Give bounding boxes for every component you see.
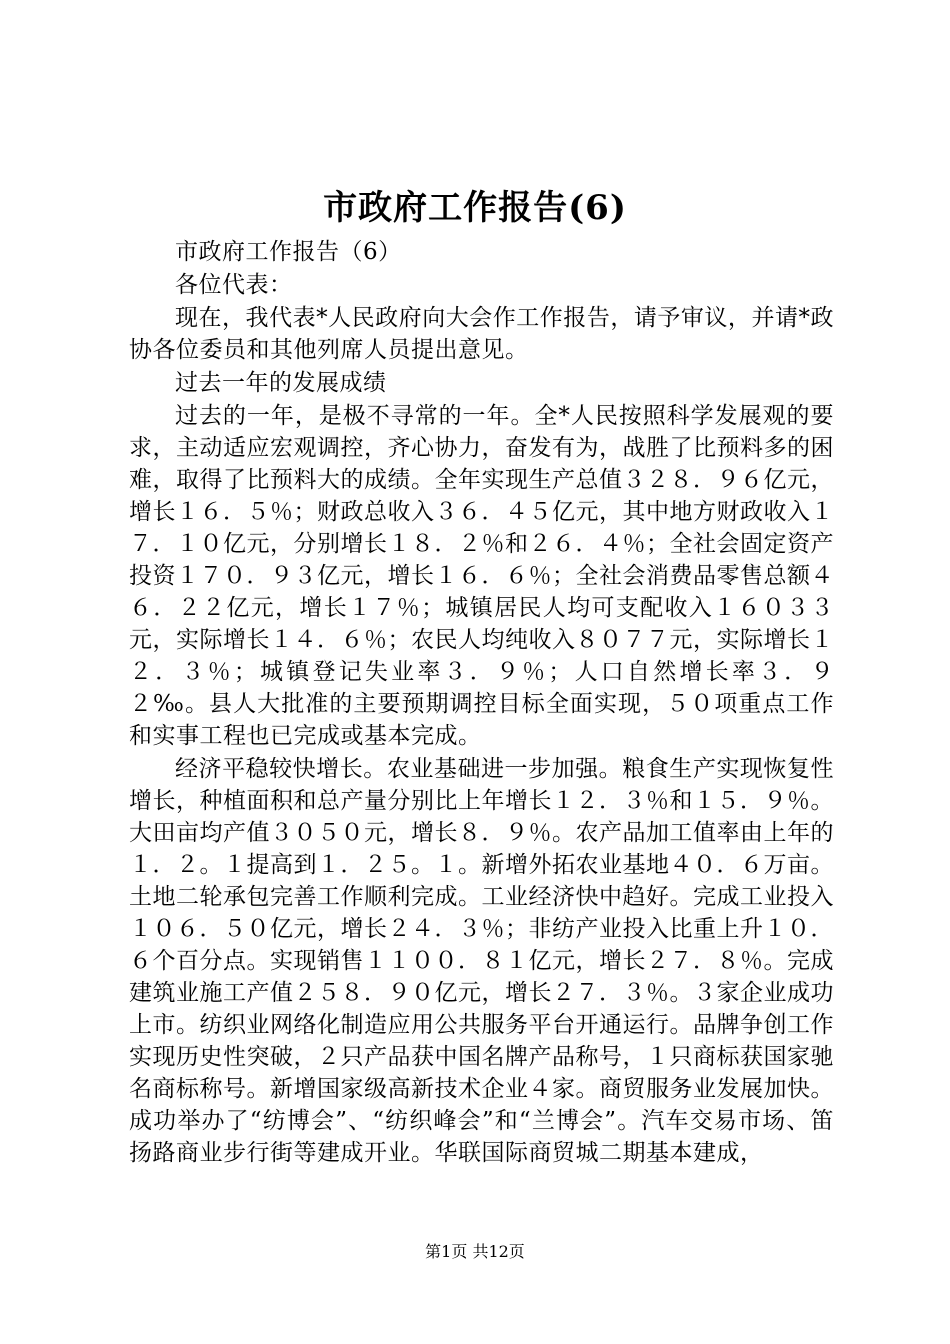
document-body xyxy=(129,236,834,1170)
paragraph-intro: 现在，我代表*人民政府向大会作工作报告，请予审议，并请*政协各位委员和其他列席人员提出意见。 xyxy=(129,305,834,363)
paragraph-achievements: 过去的一年，是极不寻常的一年。全*人民按照科学发展观的要求，主动适应宏观调控，齐心协力，奋发有为，战胜了比预料多的困难，取得了比预料大的成绩。全年实现生产总值３２８．９６亿元，增长１６．５％；财政总收入３６．４５亿元，其中地方财政收入１７．１０亿元，分别增长１８．２％和２６．４％；全社会固定资产投资１７０．９３亿元，增长１６．６％；全社会消费品零售总额４６．２２亿元，增长１７％；城镇居民人均可支配收入１６０３３元，实际增长１４．６％；农民人均纯收入８０７７元，实际增长１２．３％；城镇登记失业率３．９％；人口自然增长率３．９２‰。县人大批准的主要预期调控目标全面实现，５０项重点工作和实事工程也已完成或基本完成。 xyxy=(129,403,834,749)
section-heading: 过去一年的发展成绩 xyxy=(175,370,387,396)
paragraph-economy: 经济平稳较快增长。农业基础进一步加强。粮食生产实现恢复性增长，种植面积和总产量分别比上年增长１２．３％和１５．９％。大田亩均产值３０５０元，增长８．９％。农产品加工值率由上年的１．２。１提高到１．２５。１。新增外拓农业基地４０．６万亩。土地二轮承包完善工作顺利完成。工业经济快中趋好。完成工业投入１０６．５０亿元，增长２４．３％；非纺产业投入比重上升１０．６个百分点。实现销售１１００．８１亿元，增长２７．８％。完成建筑业施工产值２５８．９０亿元，增长２７．３％。３家企业成功上市。纺织业网络化制造应用公共服务平台开通运行。品牌争创工作实现历史性突破，２只产品获中国名牌产品称号，１只商标获国家驰名商标称号。新增国家级高新技术企业４家。商贸服务业发展加快。成功举办了“纺博会”、“纺织峰会”和“兰博会”。汽车交易市场、笛扬路商业步行街等建成开业。华联国际商贸城二期基本建成， xyxy=(129,756,834,1166)
paragraph-salutation: 各位代表： xyxy=(175,272,293,298)
paragraph-subtitle: 市政府工作报告（6） xyxy=(175,239,402,265)
document-title: 市政府工作报告(6) xyxy=(323,188,627,228)
page-footer: 第1页 共12页 xyxy=(425,1242,525,1261)
